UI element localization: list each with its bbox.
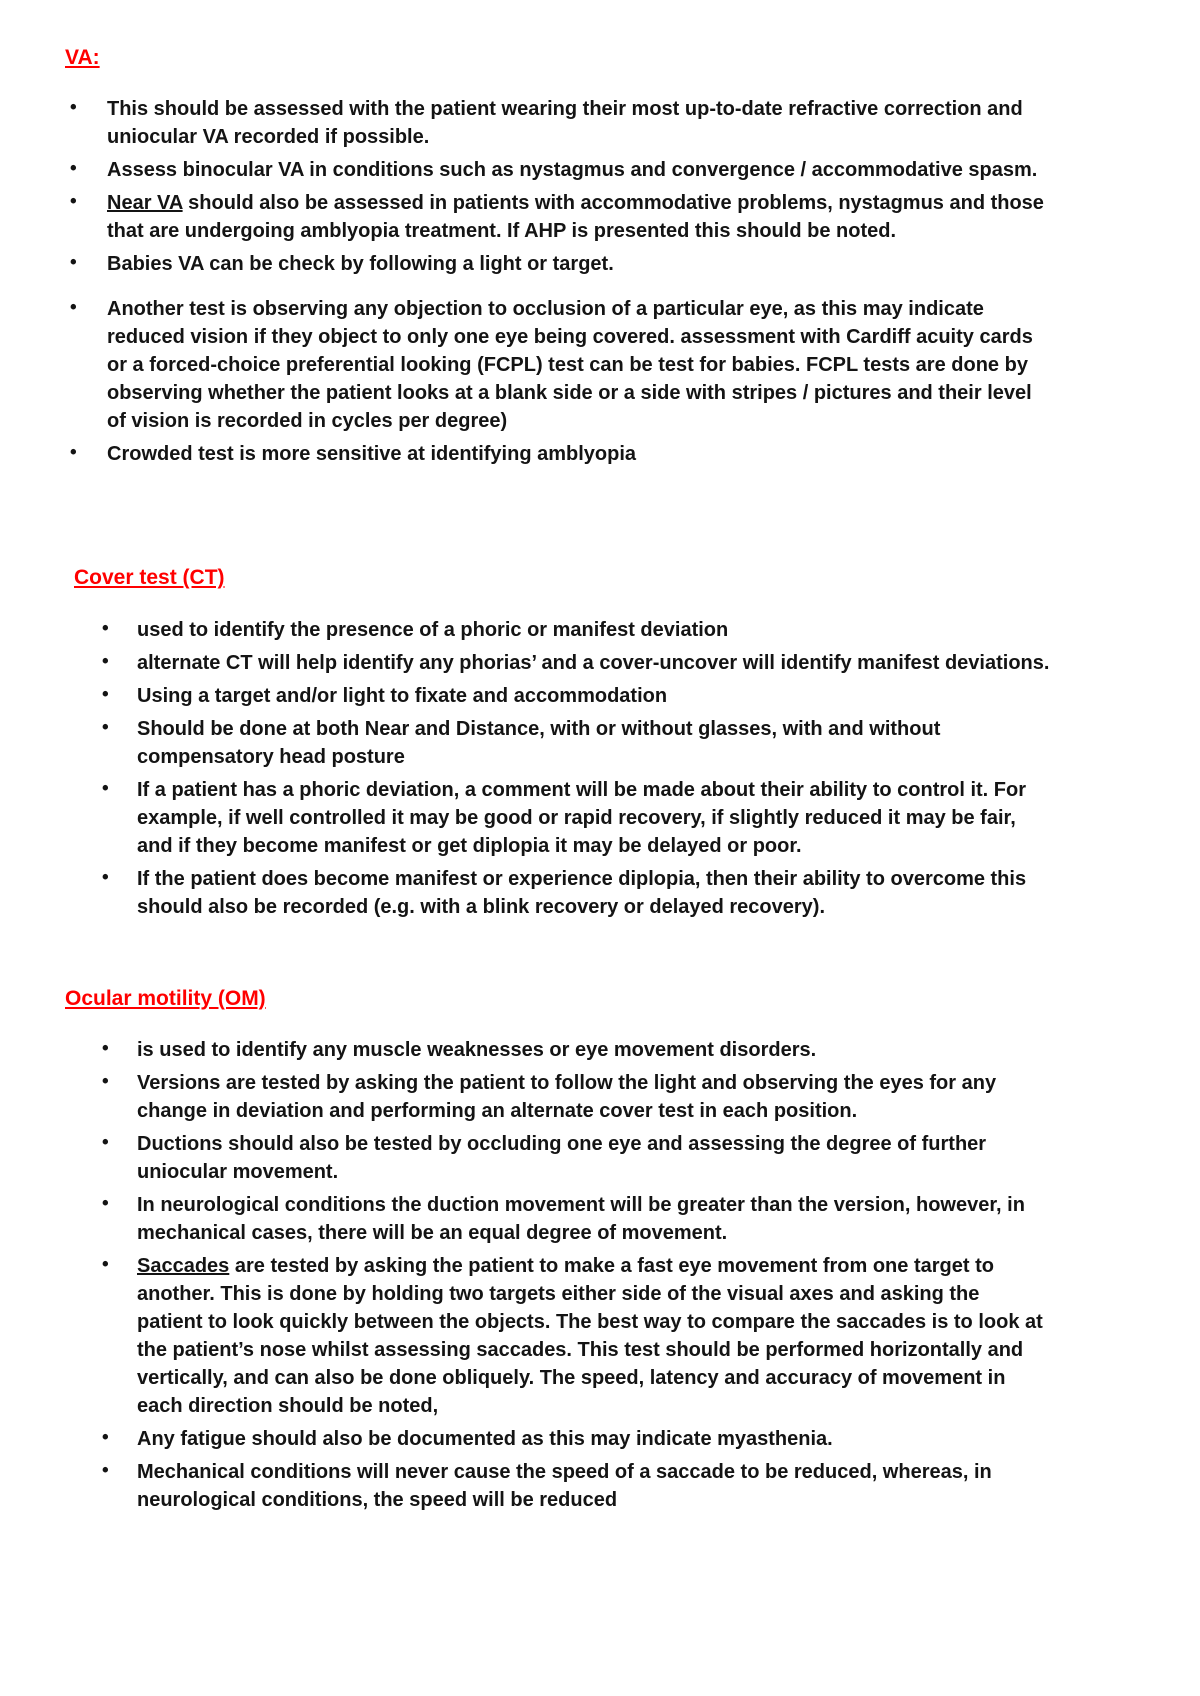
section-ocular-motility: [65, 985, 1138, 1514]
list-item: [65, 682, 1050, 710]
bullet-text: Using a target and/or light to fixate and accommodation: [137, 684, 668, 707]
va-bullet-list: [65, 95, 1050, 468]
bullet-text: alternate CT will help identify any phorias’ and a cover-uncover will identify manifest deviations.: [137, 651, 1050, 674]
underlined-term: Near VA: [107, 192, 183, 215]
list-item: [65, 440, 1050, 468]
bullet-text: This should be assessed with the patient wearing their most up-to-date refractive correction and uniocular VA recorded if possible.: [107, 98, 1023, 149]
bullet-text: used to identify the presence of a phoric or manifest deviation: [137, 618, 729, 641]
bullet-text: Ductions should also be tested by occluding one eye and assessing the degree of further uniocular movement.: [137, 1132, 987, 1183]
section-heading-ct: Cover test (CT): [74, 566, 225, 590]
bullet-text: Mechanical conditions will never cause the speed of a saccade to be reduced, whereas, in neurological conditions, the speed will be reduced: [137, 1460, 992, 1511]
list-item: [65, 295, 1050, 435]
underlined-term: Saccades: [137, 1254, 230, 1277]
list-item: [65, 1252, 1050, 1420]
list-item: [65, 189, 1050, 245]
list-item: [65, 1191, 1050, 1247]
bullet-text: Should be done at both Near and Distance, with or without glasses, with and without compensatory head posture: [137, 717, 941, 768]
bullet-text: Assess binocular VA in conditions such as nystagmus and convergence / accommodative spasm.: [107, 159, 1038, 182]
list-item: [65, 715, 1050, 771]
list-item: [65, 1425, 1050, 1453]
bullet-text: Another test is observing any objection to occlusion of a particular eye, as this may indicate reduced vision if they object to only one eye being covered. assessment with Cardiff acuity cards or a forced-choice preferential looking (FCPL) test can be test for babies. FCPL tests are done by observing whether the patient looks at a blank side or a side with stripes / pictures and their level of vision is recorded in cycles per degree): [107, 298, 1033, 433]
bullet-text: Crowded test is more sensitive at identifying amblyopia: [107, 443, 637, 466]
bullet-text: If a patient has a phoric deviation, a comment will be made about their ability to control it. For example, if well controlled it may be good or rapid recovery, if slightly reduced it may be fair, and if they become manifest or get diplopia it may be delayed or poor.: [137, 778, 1027, 857]
ct-bullet-list: [65, 616, 1050, 921]
section-heading-om: Ocular motility (OM): [65, 986, 266, 1010]
list-item: [65, 1458, 1050, 1514]
list-item: [65, 250, 1050, 278]
list-item: [65, 95, 1050, 151]
list-item: [65, 1069, 1050, 1125]
bullet-text: is used to identify any muscle weaknesses or eye movement disorders.: [137, 1038, 817, 1061]
bullet-text: Any fatigue should also be documented as this may indicate myasthenia.: [137, 1427, 833, 1450]
list-item: [65, 1130, 1050, 1186]
om-bullet-list: [65, 1036, 1050, 1514]
bullet-text: are tested by asking the patient to make a fast eye movement from one target to another. This is done by holding two targets either side of the visual axes and asking the patient to look quickly between the objects. The best way to compare the saccades is to look at the patient’s nose whilst assessing saccades. This test should be performed horizontally and vertically, and can also be done obliquely. The speed, latency and accuracy of movement in each direction should be noted,: [137, 1254, 1043, 1417]
list-item: [65, 156, 1050, 184]
list-item: [65, 649, 1050, 677]
list-item: [65, 616, 1050, 644]
bullet-text: If the patient does become manifest or experience diplopia, then their ability to overcome this should also be recorded (e.g. with a blink recovery or delayed recovery).: [137, 867, 1027, 918]
list-item: [65, 776, 1050, 860]
bullet-text: Babies VA can be check by following a light or target.: [107, 253, 614, 276]
list-item: [65, 865, 1050, 921]
bullet-text: Versions are tested by asking the patient to follow the light and observing the eyes for any change in deviation and performing an alternate cover test in each position.: [137, 1071, 997, 1122]
list-item: [65, 1036, 1050, 1064]
bullet-text: should also be assessed in patients with accommodative problems, nystagmus and those that are undergoing amblyopia treatment. If AHP is presented this should be noted.: [107, 192, 1044, 243]
section-cover-test: [65, 564, 1138, 920]
section-heading-va: VA:: [65, 46, 100, 69]
bullet-text: In neurological conditions the duction movement will be greater than the version, however, in mechanical cases, there will be an equal degree of movement.: [137, 1193, 1025, 1244]
